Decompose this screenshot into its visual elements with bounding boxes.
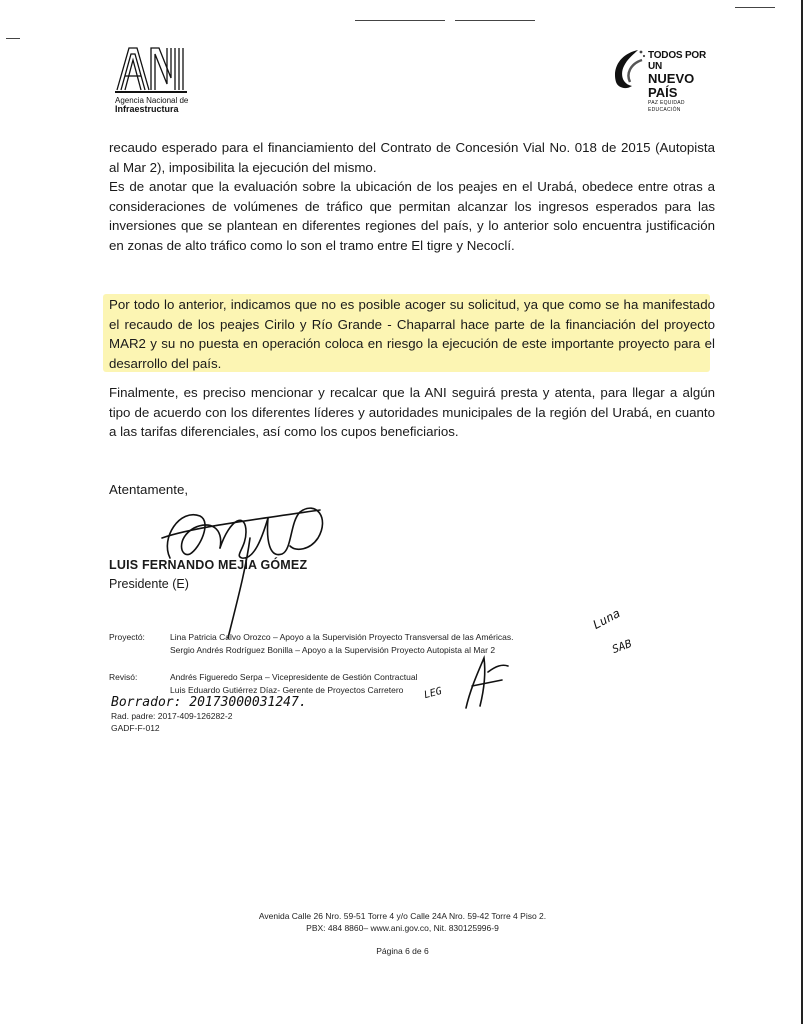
logo-right-line2: NUEVO PAÍS <box>648 71 695 100</box>
logo-right-line3: PAZ EQUIDAD EDUCACIÓN <box>648 100 685 113</box>
logo-right-text <box>648 50 713 114</box>
paragraph-1 <box>109 138 715 256</box>
paragraph-1b-text: Es de anotar que la evaluación sobre la ubicación de los peajes en el Urabá, obedece entre otras a consideraciones de volúmenes de tráfico que permitan alcanzar los ingresos esperados para las inversiones que se plantean en diferentes regiones del país, y lo anterior solo encuentra justificación en zonas de alto tráfico como lo son el tramo entre El tigre y Necoclí. <box>109 179 715 253</box>
reviso-line2: Luis Eduardo Gutiérrez Díaz- Gerente de Proyectos Carretero <box>170 685 404 695</box>
handwritten-signature <box>150 498 340 648</box>
proyecto-line2: Sergio Andrés Rodríguez Bonilla – Apoyo a la Supervisión Proyecto Autopista al Mar 2 <box>170 645 496 655</box>
scan-mark-top-2 <box>455 20 535 21</box>
scan-mark-right <box>735 7 775 8</box>
initials-luna: Luna <box>590 606 623 632</box>
initials-leg: LEG <box>422 685 444 702</box>
logo-subtitle-line2: Infraestructura <box>115 104 179 114</box>
logo-subtitle-line1: Agencia Nacional de <box>115 96 189 105</box>
initials-sab: SAB <box>610 636 634 657</box>
reviso-label: Revisó: <box>109 672 138 682</box>
handwritten-approval-mark <box>462 650 512 714</box>
todos-por-un-nuevo-pais-logo <box>608 46 713 113</box>
footer-address: Avenida Calle 26 Nro. 59-51 Torre 4 y/o Calle 24A Nro. 59-42 Torre 4 Piso 2. <box>258 911 547 921</box>
rad-padre: Rad. padre: 2017-409-126282-2 <box>111 711 233 721</box>
proyecto-label: Proyectó: <box>109 632 145 642</box>
paragraph-2: Por todo lo anterior, indicamos que no es posible acoger su solicitud, ya que como se ha manifestado el recaudo de los peajes Cirilo y Río Grande - Chaparral hace parte de la financiación del proyecto MAR2 y su no puesta en operación coloca en riesgo la ejecución de este importante proyecto para el desarrollo del país. <box>109 297 715 371</box>
salutation: Atentamente, <box>109 482 189 497</box>
paragraph-3: Finalmente, es preciso mencionar y recalcar que la ANI seguirá presta y atenta, para llegar a algún tipo de acuerdo con los diferentes líderes y autoridades municipales de la región del Urabá, en cuanto a las tarifas diferenciales, así como los cupos beneficiarios. <box>109 385 715 440</box>
ani-logo-mark <box>115 44 187 94</box>
ani-logo <box>115 44 225 114</box>
colombia-flag-swirl-icon <box>608 46 648 90</box>
signatory-name: LUIS FERNANDO MEJÍA GÓMEZ <box>109 558 308 572</box>
scan-mark-top <box>355 20 445 21</box>
ani-logo-subtitle <box>115 96 225 114</box>
signatory-title: Presidente (E) <box>109 577 189 591</box>
reviso-line1: Andrés Figueredo Serpa – Vicepresidente de Gestión Contractual <box>170 672 418 682</box>
form-code: GADF-F-012 <box>111 723 160 733</box>
logo-right-line1: TODOS POR UN <box>648 50 707 72</box>
scan-border-right <box>801 0 803 1024</box>
page-number: Página 6 de 6 <box>376 946 429 956</box>
scan-mark-left <box>6 38 20 39</box>
paragraph-1-text: recaudo esperado para el financiamiento del Contrato de Concesión Vial No. 018 de 2015 (Autopista al Mar 2), imposibilita la ejecución del mismo. <box>109 140 715 175</box>
footer-contact: PBX: 484 8860– www.ani.gov.co, Nit. 830125996-9 <box>306 923 499 933</box>
borrador-handwritten: Borrador: 20173000031247. <box>111 695 307 710</box>
proyecto-line1: Lina Patricia Calvo Orozco – Apoyo a la Supervisión Proyecto Transversal de las Américas. <box>170 632 514 642</box>
